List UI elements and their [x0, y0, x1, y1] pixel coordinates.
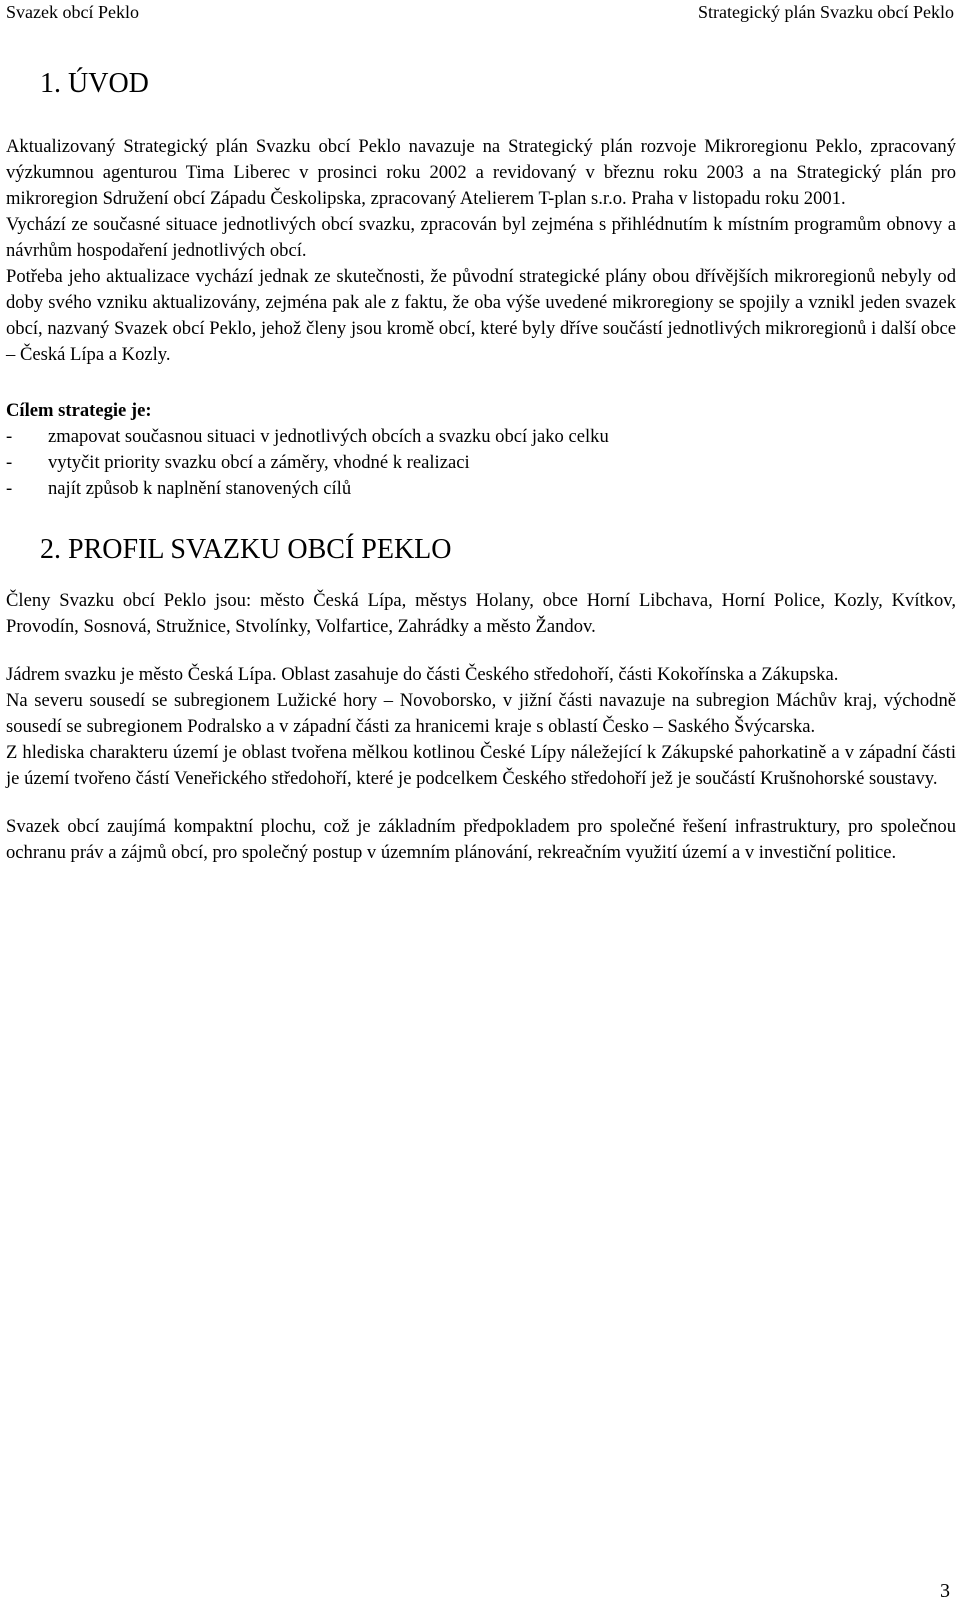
section-2-paragraph-3: Na severu sousedí se subregionem Lužické hory – Novoborsko, v jižní části navazuje na subregion Máchův kraj, východně sousedí se subregionem Podralsko a v západní části za hranicemi kraje s oblastí Česko – Saského Švýcarska. — [6, 690, 956, 737]
section-1-paragraph-2: Vychází ze současné situace jednotlivých obcí svazku, zpracován byl zejména s přihlédnutím k místním programům obnovy a návrhům hospodaření jednotlivých obcí. — [6, 214, 956, 261]
dash-bullet: - — [6, 452, 13, 473]
section-2-paragraph-2: Jádrem svazku je město Česká Lípa. Oblast zasahuje do části Českého středohoří, části Kokořínska a Zákupska. — [6, 664, 839, 685]
section-2-heading: 2. PROFIL SVAZKU OBCÍ PEKLO — [40, 534, 452, 565]
page-header — [6, 0, 954, 28]
document-body — [6, 66, 956, 866]
section-1-paragraph-3: Potřeba jeho aktualizace vychází jednak ze skutečnosti, že původní strategické plány obou dřívějších mikroregionů nebyly od doby svého vzniku aktualizovány, zejména pak ale z faktu, že oba výše uvedené mikroregiony se spojily a vznikl jeden svazek obcí, nazvaný Svazek obcí Peklo, jehož členy jsou kromě obcí, které byly dříve součástí jednotlivých mikroregionů i další obce – Česká Lípa a Kozly. — [6, 266, 956, 365]
goals-label: Cílem strategie je: — [6, 400, 152, 421]
header-left-title: Svazek obcí Peklo — [6, 2, 139, 22]
list-item — [6, 476, 956, 502]
header-right-title: Strategický plán Svazku obcí Peklo — [698, 2, 954, 22]
dash-bullet: - — [6, 426, 13, 447]
list-item — [6, 450, 956, 476]
list-item — [6, 424, 956, 450]
goal-text: zmapovat současnou situaci v jednotlivých obcích a svazku obcí jako celku — [48, 426, 609, 447]
goals-list — [6, 424, 956, 502]
goal-text: vytyčit priority svazku obcí a záměry, vhodné k realizaci — [48, 452, 470, 473]
section-2-paragraph-4: Z hlediska charakteru území je oblast tvořena mělkou kotlinou České Lípy náležející k Zákupské pahorkatině a v západní části je území tvořeno částí Veneřického středohoří, které je podcelkem Českého středohoří jež je součástí Krušnohorské soustavy. — [6, 742, 956, 789]
section-1-heading: 1. ÚVOD — [40, 68, 149, 99]
section-1-paragraph-1: Aktualizovaný Strategický plán Svazku obcí Peklo navazuje na Strategický plán rozvoje Mikroregionu Peklo, zpracovaný výzkumnou agenturou Tima Liberec v prosinci roku 2002 a revidovaný v březnu roku 2003 a na Strategický plán pro mikroregion Sdružení obcí Západu Českolipska, zpracovaný Atelierem T-plan s.r.o. Praha v listopadu roku 2001. — [6, 136, 956, 209]
section-2-paragraph-1: Členy Svazku obcí Peklo jsou: město Česká Lípa, městys Holany, obce Horní Libchava, Horní Police, Kozly, Kvítkov, Provodín, Sosnová, Stružnice, Stvolínky, Volfartice, Zahrádky a město Žandov. — [6, 590, 956, 637]
goal-text: najít způsob k naplnění stanovených cílů — [48, 478, 352, 499]
section-2-paragraph-5: Svazek obcí zaujímá kompaktní plochu, což je základním předpokladem pro společné řešení infrastruktury, pro společnou ochranu práv a zájmů obcí, pro společný postup v územním plánování, rekreačním využití území a v investiční politice. — [6, 816, 956, 863]
page-number: 3 — [940, 1580, 950, 1602]
dash-bullet: - — [6, 478, 13, 499]
